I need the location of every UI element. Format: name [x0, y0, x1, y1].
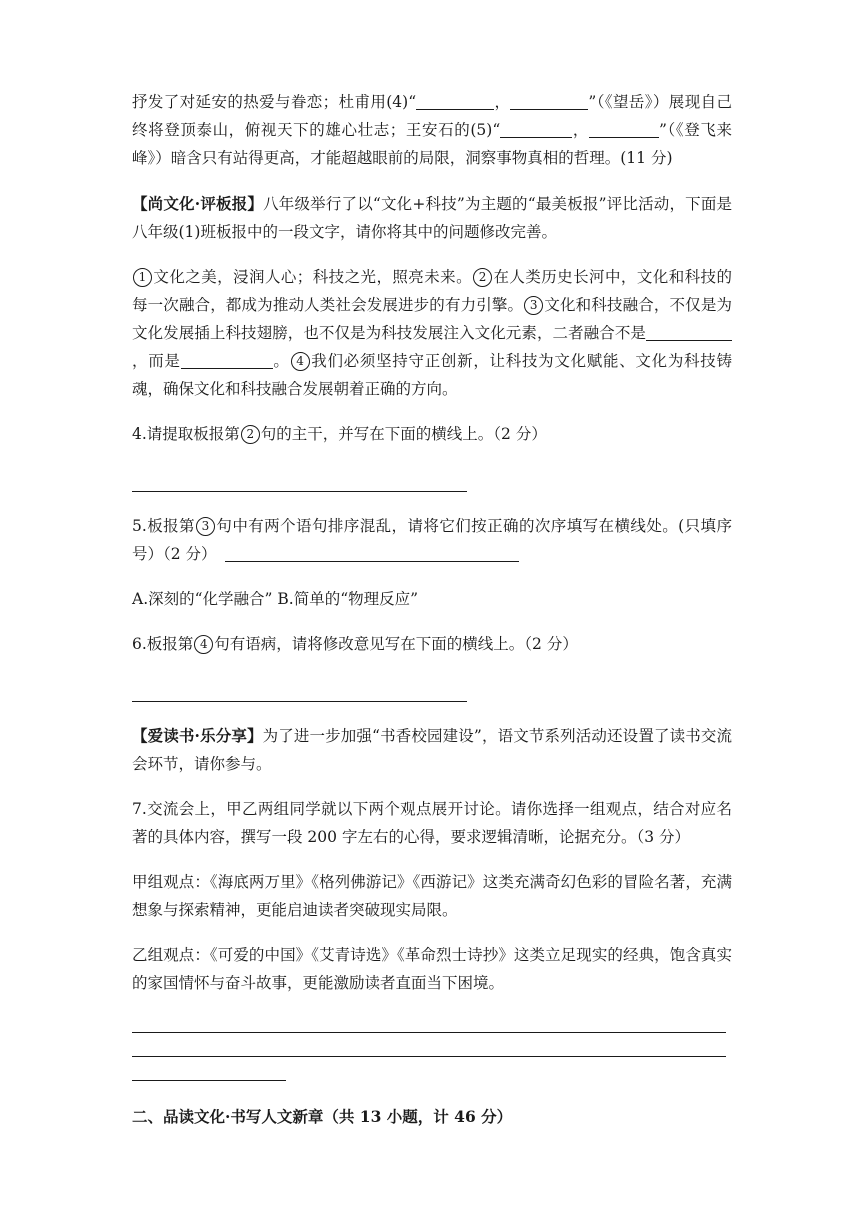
- section-heading-reading: 【爱读书·乐分享】: [132, 726, 263, 745]
- answer-line-q5[interactable]: [225, 543, 519, 562]
- board-blank-2[interactable]: [181, 350, 273, 369]
- circled-number-q5: 3: [196, 517, 215, 536]
- circled-number-q4: 2: [241, 425, 260, 444]
- board-text: 1 文化之美，浸润人心；科技之光，照亮未来。 2 在人类历史长河中，文化和科技的每一次融合，都成为推动人类社会发展进步的有力引擎。 3 文化和科技融合，不仅是为文化发展插上科技翅膀，也不仅是为科技发展注入文化元素，二者融合不是，而是 。 4 我们必须坚持守正创新，让科技为文化赋能、文化为科技铸魂，确保文化和科技融合发展朝着正确的方向。: [132, 268, 732, 398]
- reading-section-intro: 【爱读书·乐分享】为了进一步加强“书香校园建设”，语文节系列活动还设置了读书交流会环节，请你参与。: [132, 726, 732, 773]
- circled-number-4: 4: [291, 352, 310, 371]
- blank-4b[interactable]: [510, 91, 588, 110]
- circled-number-1: 1: [133, 268, 152, 287]
- blank-5a[interactable]: [500, 119, 572, 138]
- poetry-fill-paragraph: 抒发了对延安的热爱与眷恋；杜甫用(4)“ ， ”（《望岳》）展现自己终将登顶泰山，俯视天下的雄心壮志；王安石的(5)“ ， ”（《登飞来峰》）暗含只有站得更高，才能超越眼前的局限，洞察事物真相的哲理。(11 分): [132, 93, 732, 167]
- blank-5b[interactable]: [589, 119, 659, 138]
- section-heading-board: 【尚文化·评板报】: [132, 194, 264, 213]
- view-group-a: 甲组观点：《海底两万里》《格列佛游记》《西游记》这类充满奇幻色彩的冒险名著，充满想象与探索精神，更能启迪读者突破现实局限。: [132, 873, 732, 919]
- question-6: 6.板报第 4 句有语病，请将修改意见写在下面的横线上。（2 分）: [132, 635, 578, 653]
- board-section-intro: 【尚文化·评板报】八年级举行了以“文化+科技”为主题的“最美板报”评比活动，下面是八年级(1)班板报中的一段文字，请你将其中的问题修改完善。: [132, 194, 733, 241]
- section-2-title: 二、品读文化·书写人文新章（共 13 小题，计 46 分）: [132, 1107, 513, 1126]
- circled-number-3: 3: [524, 296, 543, 315]
- question-7: 7.交流会上，甲乙两组同学就以下两个观点展开讨论。请你选择一组观点，结合对应名著的具体内容，撰写一段 200 字左右的心得，要求逻辑清晰，论据充分。（3 分）: [132, 800, 732, 846]
- circled-number-2: 2: [473, 268, 492, 287]
- question-5-options: A.深刻的“化学融合” B.简单的“物理反应”: [132, 590, 419, 608]
- board-blank-1[interactable]: [646, 322, 732, 341]
- question-4: 4.请提取板报第 2 句的主干，并写在下面的横线上。（2 分）: [132, 425, 547, 443]
- view-group-b: 乙组观点：《可爱的中国》《艾青诗选》《革命烈士诗抄》这类立足现实的经典，饱含真实的家国情怀与奋斗故事，更能激励读者直面当下困境。: [132, 946, 732, 992]
- question-5: 5.板报第 3 句中有两个语句排序混乱，请将它们按正确的次序填写在横线处。(只填序号）（2 分）: [132, 517, 732, 563]
- circled-number-q6: 4: [194, 635, 213, 654]
- blank-4a[interactable]: [416, 91, 494, 110]
